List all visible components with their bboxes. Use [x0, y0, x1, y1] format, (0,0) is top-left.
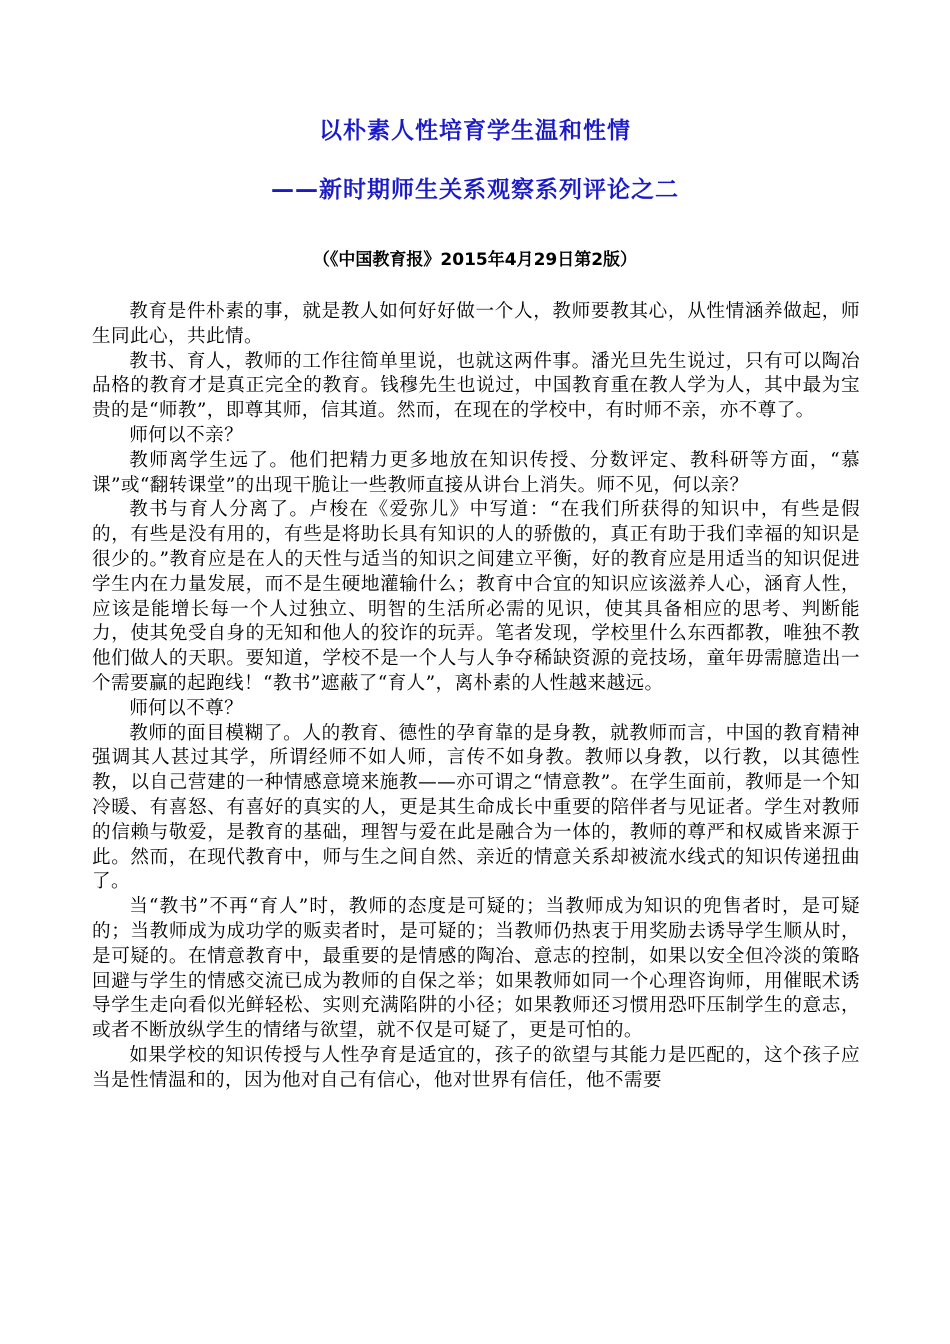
- article-body: [92, 300, 860, 1094]
- paragraph: 教师的面目模糊了。人的教育、德性的孕育靠的是身教，就教师而言，中国的教育精神强调其人甚过其学，所谓经师不如人师，言传不如身教。教师以身教，以行教，以其德性教，以自己营建的一种情感意境来施教——亦可谓之“情意教”。在学生面前，教师是一个知冷暖、有喜怒、有喜好的真实的人，更是其生命成长中重要的陪伴者与见证者。学生对教师的信赖与敬爱，是教育的基础，理智与爱在此是融合为一体的，教师的尊严和权威皆来源于此。然而，在现代教育中，师与生之间自然、亲近的情意关系却被流水线式的知识传递扭曲了。: [92, 722, 860, 893]
- article-subtitle: ——新时期师生关系观察系列评论之二: [271, 177, 679, 203]
- paragraph: 教育是件朴素的事，就是教人如何好好做一个人，教师要教其心，从性情涵养做起，师生同此心，共此情。: [92, 301, 860, 347]
- article-source: （《中国教育报》2015年4月29日第2版）: [312, 250, 638, 270]
- paragraph: 如果学校的知识传授与人性孕育是适宜的，孩子的欲望与其能力是匹配的，这个孩子应当是性情温和的，因为他对自己有信心，他对世界有信任，他不需要: [92, 1044, 860, 1091]
- section-question: 师何以不尊？: [129, 697, 244, 719]
- paragraph: 教师离学生远了。他们把精力更多地放在知识传授、分数评定、教科研等方面，“慕课”或“翻转课堂”的出现干脆让一些教师直接从讲台上消失。师不见，何以亲？: [92, 449, 860, 496]
- article-title: 以朴素人性培育学生温和性情: [319, 118, 631, 144]
- paragraph: 教书、育人，教师的工作往简单里说，也就这两件事。潘光旦先生说过，只有可以陶冶品格的教育才是真正完全的教育。钱穆先生也说过，中国教育重在教人学为人，其中最为宝贵的是“师教”，即尊其师，信其道。然而，在现在的学校中，有时师不亲，亦不尊了。: [92, 350, 860, 422]
- paragraph: 当“教书”不再“育人”时，教师的态度是可疑的；当教师成为知识的兜售者时，是可疑的；当教师成为成功学的贩卖者时，是可疑的；当教师仍热衷于用奖励去诱导学生顺从时，是可疑的。在情意教育中，最重要的是情感的陶冶、意志的控制，如果以安全但冷淡的策略回避与学生的情感交流已成为教师的自保之举；如果教师如同一个心理咨询师，用催眠术诱导学生走向看似光鲜轻松、实则充满陷阱的小径；如果教师还习惯用恐吓压制学生的意志，或者不断放纵学生的情绪与欲望，就不仅是可疑了，更是可怕的。: [92, 896, 860, 1042]
- paragraph: 教书与育人分离了。卢梭在《爱弥儿》中写道：“在我们所获得的知识中，有些是假的，有些是没有用的，有些是将助长具有知识的人的骄傲的，真正有助于我们幸福的知识是很少的。”教育应是在人的天性与适当的知识之间建立平衡，好的教育应是用适当的知识促进学生内在力量发展，而不是生硬地灌输什么；教育中合宜的知识应该滋养人心，涵育人性，应该是能增长每一个人过独立、明智的生活所必需的见识，使其具备相应的思考、判断能力，使其免受自身的无知和他人的狡诈的玩弄。笔者发现，学校里什么东西都教，唯独不教他们做人的天职。要知道，学校不是一个人与人争夺稀缺资源的竞技场，童年毋需臆造出一个需要赢的起跑线！“教书”遮蔽了“育人”，离朴素的人性越来越远。: [92, 499, 860, 694]
- section-question: 师何以不亲？: [129, 424, 244, 446]
